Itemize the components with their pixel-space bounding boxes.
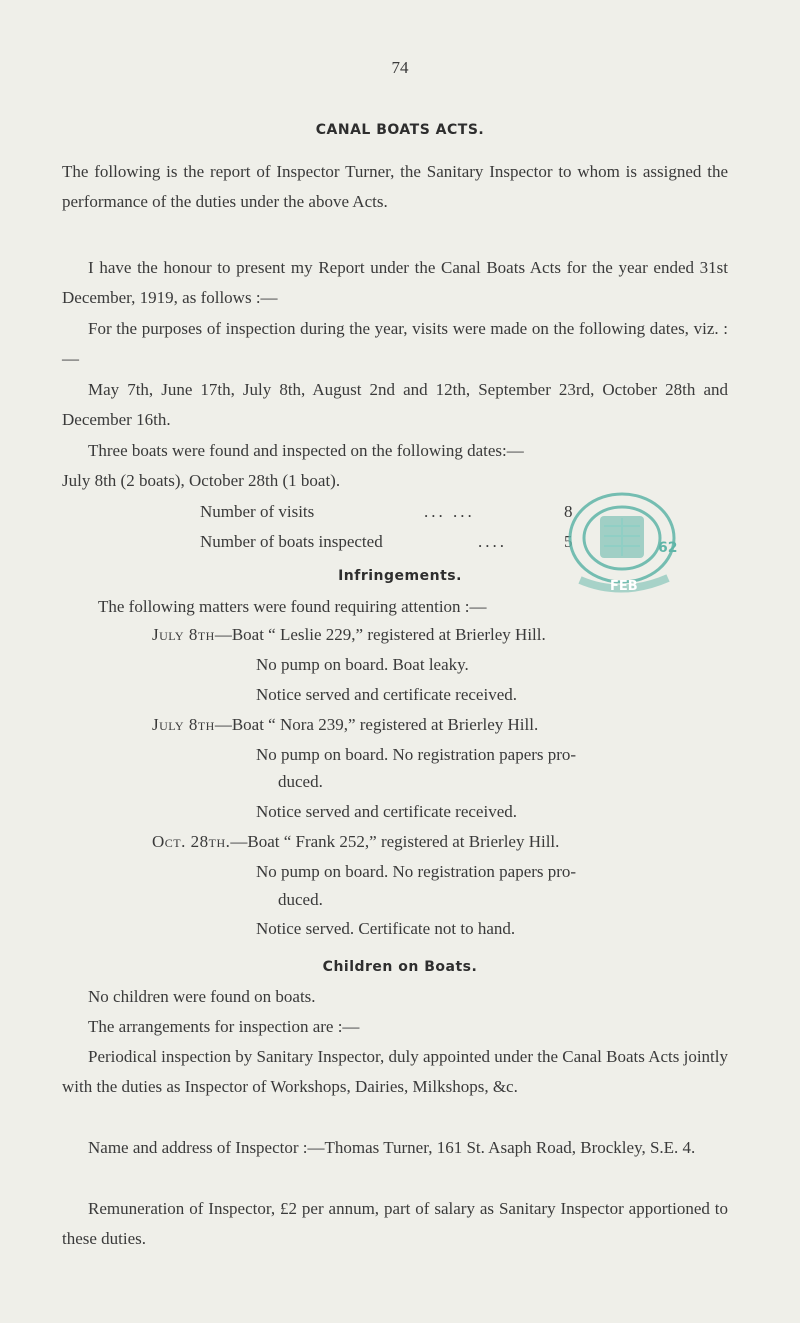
boats-found-dates: July 8th (2 boats), October 28th (1 boat). (62, 471, 341, 490)
entry-detail: No pump on board. No registration papers pro- (256, 862, 577, 881)
visits-value: 8 (564, 502, 573, 521)
periodical-paragraph: Periodical inspection by Sanitary Inspector, duly appointed under the Canal Boats Acts jointly with the duties as Inspector of Workshops, Dairies, Milkshops, &c. (62, 1047, 728, 1096)
report-open-paragraph: I have the honour to present my Report under the Canal Boats Acts for the year ended 31st December, 1919, as follows :— (62, 258, 728, 307)
entry-date: July 8th (152, 715, 215, 734)
children-heading: Children on Boats. (322, 959, 478, 975)
entry-date: July 8th (152, 625, 215, 644)
purposes-paragraph: For the purposes of inspection during the year, visits were made on the following dates, viz. :— (62, 319, 728, 368)
boats-found-line: Three boats were found and inspected on the following dates:— (88, 441, 524, 460)
stamp-number: 62 (658, 540, 678, 556)
entry-detail: No pump on board. No registration papers pro- (256, 745, 577, 764)
inspector-paragraph: Name and address of Inspector :—Thomas Turner, 161 St. Asaph Road, Brockley, S.E. 4. (88, 1138, 696, 1157)
intro-paragraph: The following is the report of Inspector Turner, the Sanitary Inspector to whom is assigned the performance of the duties under the above Acts. (62, 162, 728, 211)
entry-detail: No pump on board. Boat leaky. (256, 655, 469, 674)
entry-notice: Notice served. Certificate not to hand. (256, 919, 516, 938)
infringements-heading: Infringements. (338, 568, 462, 584)
stamp-month: FEB (610, 579, 638, 594)
entry-date: Oct. 28th. (152, 832, 231, 851)
entry-notice: Notice served and certificate received. (256, 802, 517, 821)
inspected-leader: .... (478, 532, 507, 551)
infringement-entry (152, 620, 546, 650)
no-children-line: No children were found on boats. (88, 987, 316, 1006)
inspected-label: Number of boats inspected (200, 532, 383, 551)
remuneration-paragraph: Remuneration of Inspector, £2 per annum, part of salary as Sanitary Inspector apportioned to these duties. (62, 1199, 728, 1248)
infringements-intro: The following matters were found requiring attention :— (98, 597, 487, 616)
visit-dates-paragraph: May 7th, June 17th, July 8th, August 2nd and 12th, September 23rd, October 28th and December 16th. (62, 380, 728, 429)
page-number: 74 (391, 58, 409, 77)
infringement-entry (152, 710, 538, 740)
entry-boat: —Boat “ Nora 239,” registered at Brierley Hill. (214, 715, 539, 734)
entry-notice: Notice served and certificate received. (256, 685, 517, 704)
entry-boat: —Boat “ Leslie 229,” registered at Brierley Hill. (214, 625, 546, 644)
page-title: CANAL BOATS ACTS. (315, 122, 485, 138)
inspected-value: 5 (564, 532, 573, 551)
infringement-entry (152, 827, 559, 857)
visits-label: Number of visits (200, 502, 315, 521)
visits-leader: ... ... (424, 502, 475, 521)
entry-detail: duced. (278, 772, 323, 791)
arrangements-line: The arrangements for inspection are :— (88, 1017, 360, 1036)
entry-detail: duced. (278, 890, 323, 909)
entry-boat: —Boat “ Frank 252,” registered at Brierley Hill. (230, 832, 560, 851)
